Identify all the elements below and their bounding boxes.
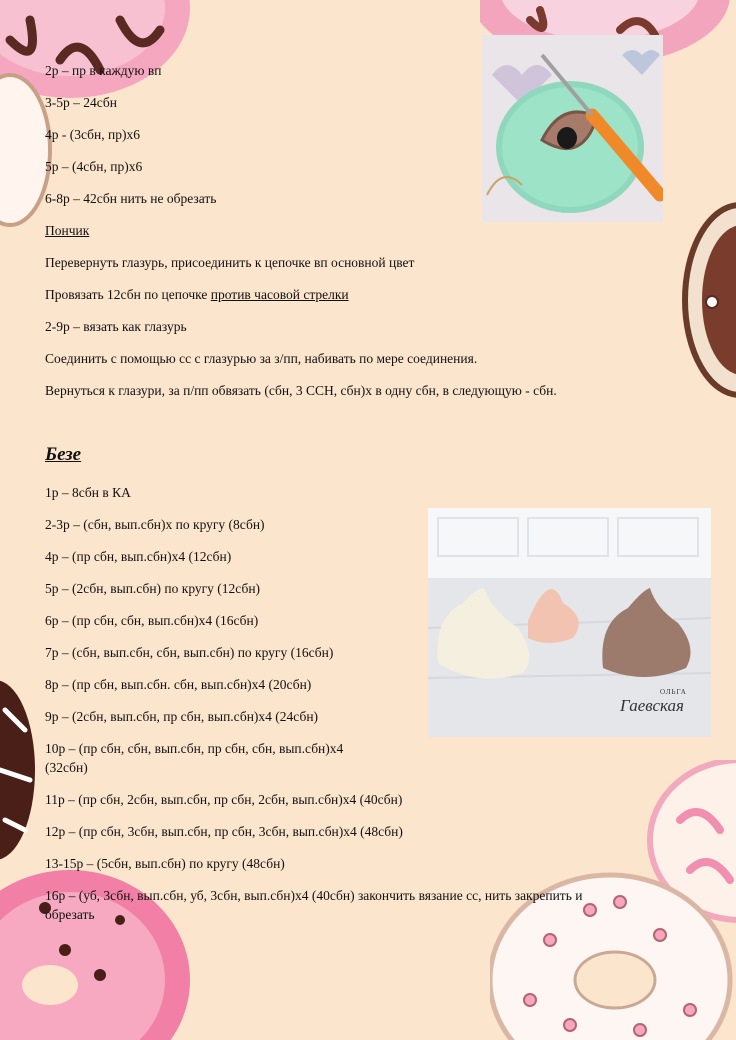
pattern-row: 11р – (пр сбн, 2сбн, вып.сбн, пр сбн, 2сбн, вып.сбн)х4 (40сбн) (45, 792, 403, 807)
watermark-small: ОЛЬГА (660, 688, 687, 696)
pattern-row: обрезать (45, 907, 95, 922)
text-line: 2-9р – вязать как глазурь (45, 319, 187, 334)
pattern-row: 12р – (пр сбн, 3сбн, вып.сбн, пр сбн, 3сбн, вып.сбн)х4 (48сбн) (45, 824, 403, 839)
watermark-big: Гаевская (620, 696, 684, 715)
donut-decoration-right (680, 200, 736, 400)
counterclockwise-emphasis: против часовой стрелки (210, 287, 349, 302)
pattern-row: (32сбн) (45, 760, 88, 775)
watermark (620, 688, 687, 716)
donut-title: Пончик (45, 223, 90, 238)
text-line: 3-5р – 24сбн (45, 95, 117, 110)
pattern-row: 10р – (пр сбн, сбн, вып.сбн, пр сбн, сбн, вып.сбн)х4 (45, 741, 344, 756)
text-line: 2р – пр в каждую вп (45, 63, 162, 78)
pattern-row: 8р – (пр сбн, вып.сбн. сбн, вып.сбн)х4 (20сбн) (45, 677, 312, 692)
pattern-row: 2-3р – (сбн, вып.сбн)х по кругу (8сбн) (45, 517, 265, 532)
pattern-row: 9р – (2сбн, вып.сбн, пр сбн, вып.сбн)х4 (24сбн) (45, 709, 319, 724)
crochet-meringue-photo (428, 508, 711, 737)
pattern-row: 6р – (пр сбн, сбн, вып.сбн)х4 (16сбн) (45, 613, 259, 628)
text-line: Соединить с помощью сс с глазурью за з/пп, набивать по мере соединения. (45, 351, 478, 366)
donut-decoration-left-middle (0, 670, 40, 870)
pattern-row: 1р – 8сбн в КА (45, 485, 131, 500)
meringue-title: Безе (45, 444, 82, 465)
pattern-row: 4р – (пр сбн, вып.сбн)х4 (12сбн) (45, 549, 232, 564)
pattern-row: 16р – (уб, 3сбн, вып.сбн, уб, 3сбн, вып.сбн)х4 (40сбн) закончить вязание сс, нить закрепить и (45, 888, 583, 903)
crochet-donut-photo (482, 35, 663, 222)
text-line (45, 286, 349, 303)
text-line: 4р - (3сбн, пр)х6 (45, 127, 140, 142)
text-line: Вернуться к глазури, за п/пп обвязать (сбн, 3 ССН, сбн)х в одну сбн, в следующую - сбн. (45, 383, 557, 398)
pattern-row: 13-15р – (5сбн, вып.сбн) по кругу (48сбн) (45, 856, 285, 871)
pattern-row: 7р – (сбн, вып.сбн, сбн, вып.сбн) по кругу (16сбн) (45, 645, 334, 660)
pattern-row: 5р – (2сбн, вып.сбн) по кругу (12сбн) (45, 581, 261, 596)
text-line: Перевернуть глазурь, присоединить к цепочке вп основной цвет (45, 255, 415, 270)
text-fragment: Провязать 12сбн по цепочке (45, 287, 211, 302)
text-line: 5р – (4сбн, пр)х6 (45, 159, 143, 174)
text-line: 6-8р – 42сбн нить не обрезать (45, 191, 217, 206)
